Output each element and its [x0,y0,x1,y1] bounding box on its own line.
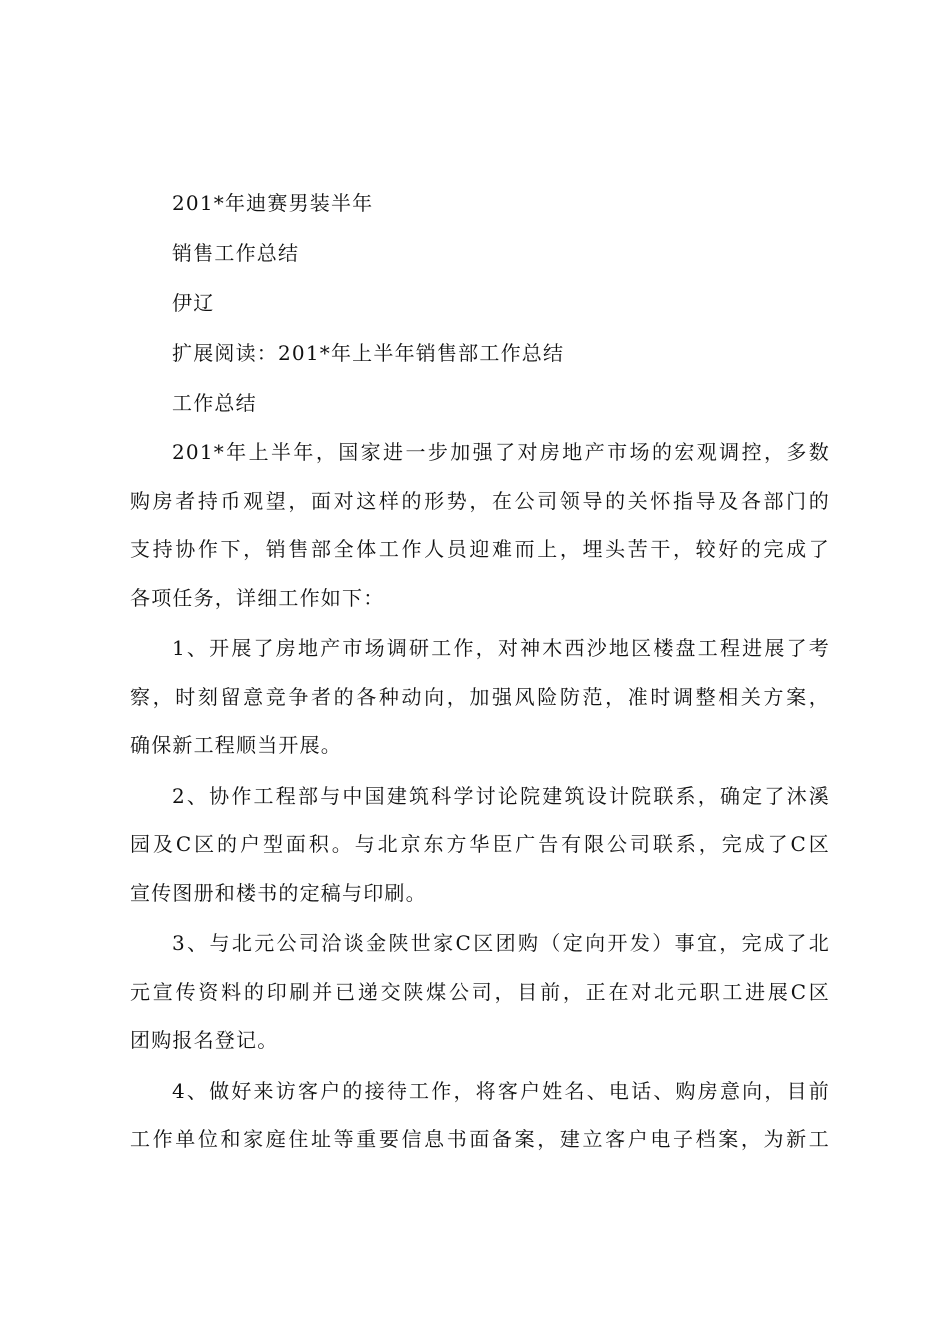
paragraph-item-3 [130,919,830,1065]
text-line: 园及C区的户型面积。与北京东方华臣广告有限公司联系，完成了C区 [130,832,830,856]
text-line: 各项任务，详细工作如下： [130,585,385,610]
text-line: 确保新工程顺当开展。 [130,733,342,757]
paragraph-item-1 [130,624,830,770]
text-line: 察，时刻留意竞争者的各种动向，加强风险防范，准时调整相关方案， [130,684,830,709]
extended-reading-title: 扩展阅读：201*年上半年销售部工作总结 [172,341,565,365]
text-line: 2、协作工程部与中国建筑科学讨论院建筑设计院联系，确定了沐溪 [172,783,830,808]
paragraph-intro [130,428,830,622]
title-line-1: 201*年迪赛男装半年 [172,191,374,215]
document-body [130,178,830,1164]
text-line: 工作单位和家庭住址等重要信息书面备案，建立客户电子档案，为新工 [130,1127,830,1151]
text-line: 团购报名登记。 [130,1028,279,1052]
paragraph-item-4 [130,1067,830,1164]
text-line: 3、与北元公司洽谈金陕世家C区团购（定向开发）事宜，完成了北 [172,931,830,955]
title-line-2: 销售工作总结 [172,241,300,265]
text-line: 宣传图册和楼书的定稿与印刷。 [130,880,427,905]
author-line: 伊辽 [172,291,215,315]
text-line: 购房者持币观望，面对这样的形势，在公司领导的关怀指导及各部门的 [130,488,830,513]
text-line: 元宣传资料的印刷并已递交陕煤公司，目前，正在对北元职工进展C区 [130,979,830,1004]
section-title: 工作总结 [172,391,257,415]
paragraph-item-2 [130,772,830,918]
text-line: 1、开展了房地产市场调研工作，对神木西沙地区楼盘工程进展了考 [172,636,830,660]
text-line: 4、做好来访客户的接待工作，将客户姓名、电话、购房意向，目前 [172,1078,830,1103]
text-line: 201*年上半年，国家进一步加强了对房地产市场的宏观调控，多数 [172,440,830,464]
text-line: 支持协作下，销售部全体工作人员迎难而上，埋头苦干，较好的完成了 [130,537,830,561]
